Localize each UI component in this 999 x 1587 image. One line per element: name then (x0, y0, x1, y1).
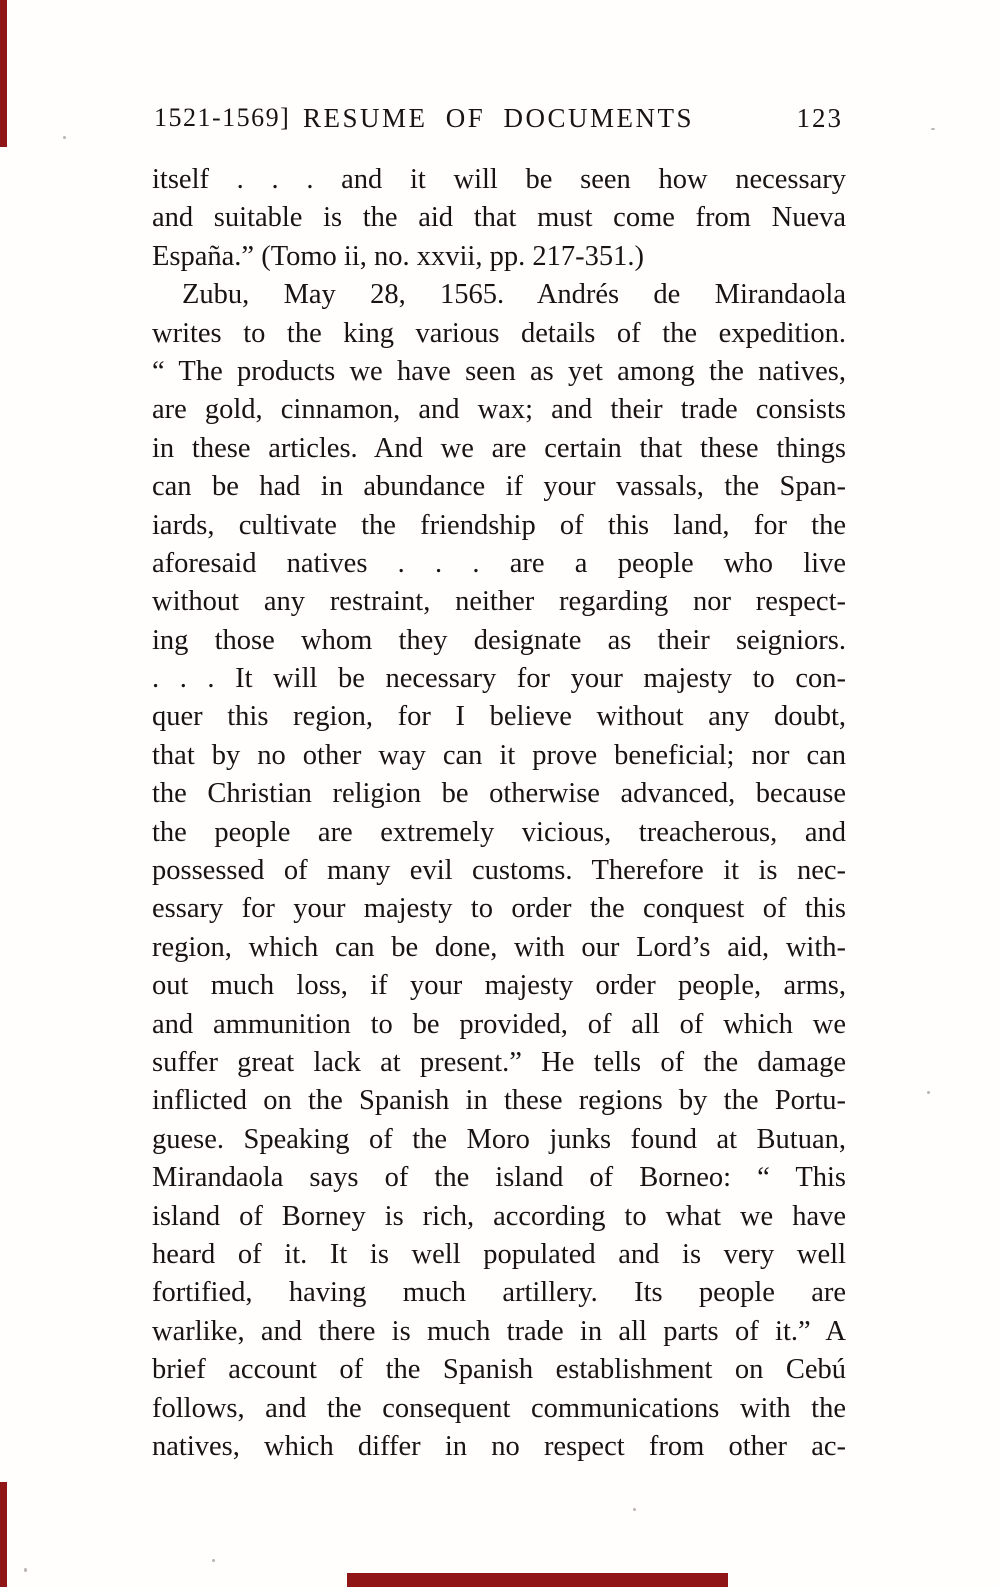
text-line: warlike, and there is much trade in all parts of it.” A (152, 1315, 846, 1347)
scan-speck (927, 1091, 930, 1094)
text-line: can be had in abundance if your vassals, the Span- (152, 471, 846, 503)
scan-speck (24, 1568, 27, 1572)
text-line: the Christian religion be otherwise advanced, because (152, 778, 846, 810)
text-line: inflicted on the Spanish in these regions by the Portu- (152, 1085, 846, 1117)
running-head (152, 103, 845, 137)
text-line: the people are extremely vicious, treacherous, and (152, 816, 846, 848)
text-line: iards, cultivate the friendship of this land, for the (152, 509, 846, 541)
text-line: that by no other way can it prove beneficial; nor can (152, 739, 846, 771)
text-line: island of Borney is rich, according to what we have (152, 1200, 846, 1232)
text-line: ing those whom they designate as their seigniors. (152, 624, 846, 656)
header-title: RESUME OF DOCUMENTS (302, 103, 695, 133)
text-line: fortified, having much artillery. Its people are (152, 1277, 846, 1309)
body-text-block (152, 161, 846, 1466)
scan-speck (63, 136, 66, 139)
scan-artifact-book-edge-left-bottom (0, 1482, 7, 1587)
text-line: and suitable is the aid that must come from Nueva (152, 202, 846, 234)
text-line: essary for your majesty to order the conquest of this (152, 893, 846, 925)
text-line: guese. Speaking of the Moro junks found at Butuan, (152, 1123, 846, 1155)
text-line: Zubu, May 28, 1565. Andrés de Mirandaola (182, 279, 846, 311)
header-date-range: 1521-1569] (154, 103, 291, 132)
text-line: natives, which differ in no respect from other ac- (152, 1430, 846, 1462)
text-line: in these articles. And we are certain that these things (152, 432, 846, 464)
text-line: suffer great lack at present.” He tells of the damage (152, 1046, 846, 1078)
text-line: heard of it. It is well populated and is very well (152, 1238, 846, 1270)
scan-artifact-book-edge-bottom (347, 1573, 728, 1587)
text-line: Mirandaola says of the island of Borneo: “ This (152, 1162, 846, 1194)
text-line: follows, and the consequent communications with the (152, 1392, 846, 1424)
text-line: “ The products we have seen as yet among the natives, (152, 355, 846, 387)
text-line: region, which can be done, with our Lord’s aid, with- (152, 931, 846, 963)
text-line: . . . It will be necessary for your majesty to con- (152, 663, 846, 695)
scan-speck (212, 1559, 215, 1562)
text-line: and ammunition to be provided, of all of which we (152, 1008, 846, 1040)
scan-speck (931, 128, 935, 130)
text-line: brief account of the Spanish establishment on Cebú (152, 1354, 846, 1386)
text-line: writes to the king various details of the expedition. (152, 317, 846, 349)
text-line: are gold, cinnamon, and wax; and their trade consists (152, 394, 846, 426)
text-line: out much loss, if your majesty order people, arms, (152, 970, 846, 1002)
scan-artifact-book-edge-left-top (0, 0, 7, 147)
page-number: 123 (796, 103, 843, 133)
text-line: possessed of many evil customs. Therefore it is nec- (152, 855, 846, 887)
text-line: without any restraint, neither regarding nor respect- (152, 586, 846, 618)
scan-speck (633, 1508, 636, 1511)
text-line: quer this region, for I believe without any doubt, (152, 701, 846, 733)
text-line: España.” (Tomo ii, no. xxvii, pp. 217-351.) (152, 240, 644, 272)
text-line: itself . . . and it will be seen how necessary (152, 164, 846, 195)
text-line: aforesaid natives . . . are a people who live (152, 547, 846, 579)
